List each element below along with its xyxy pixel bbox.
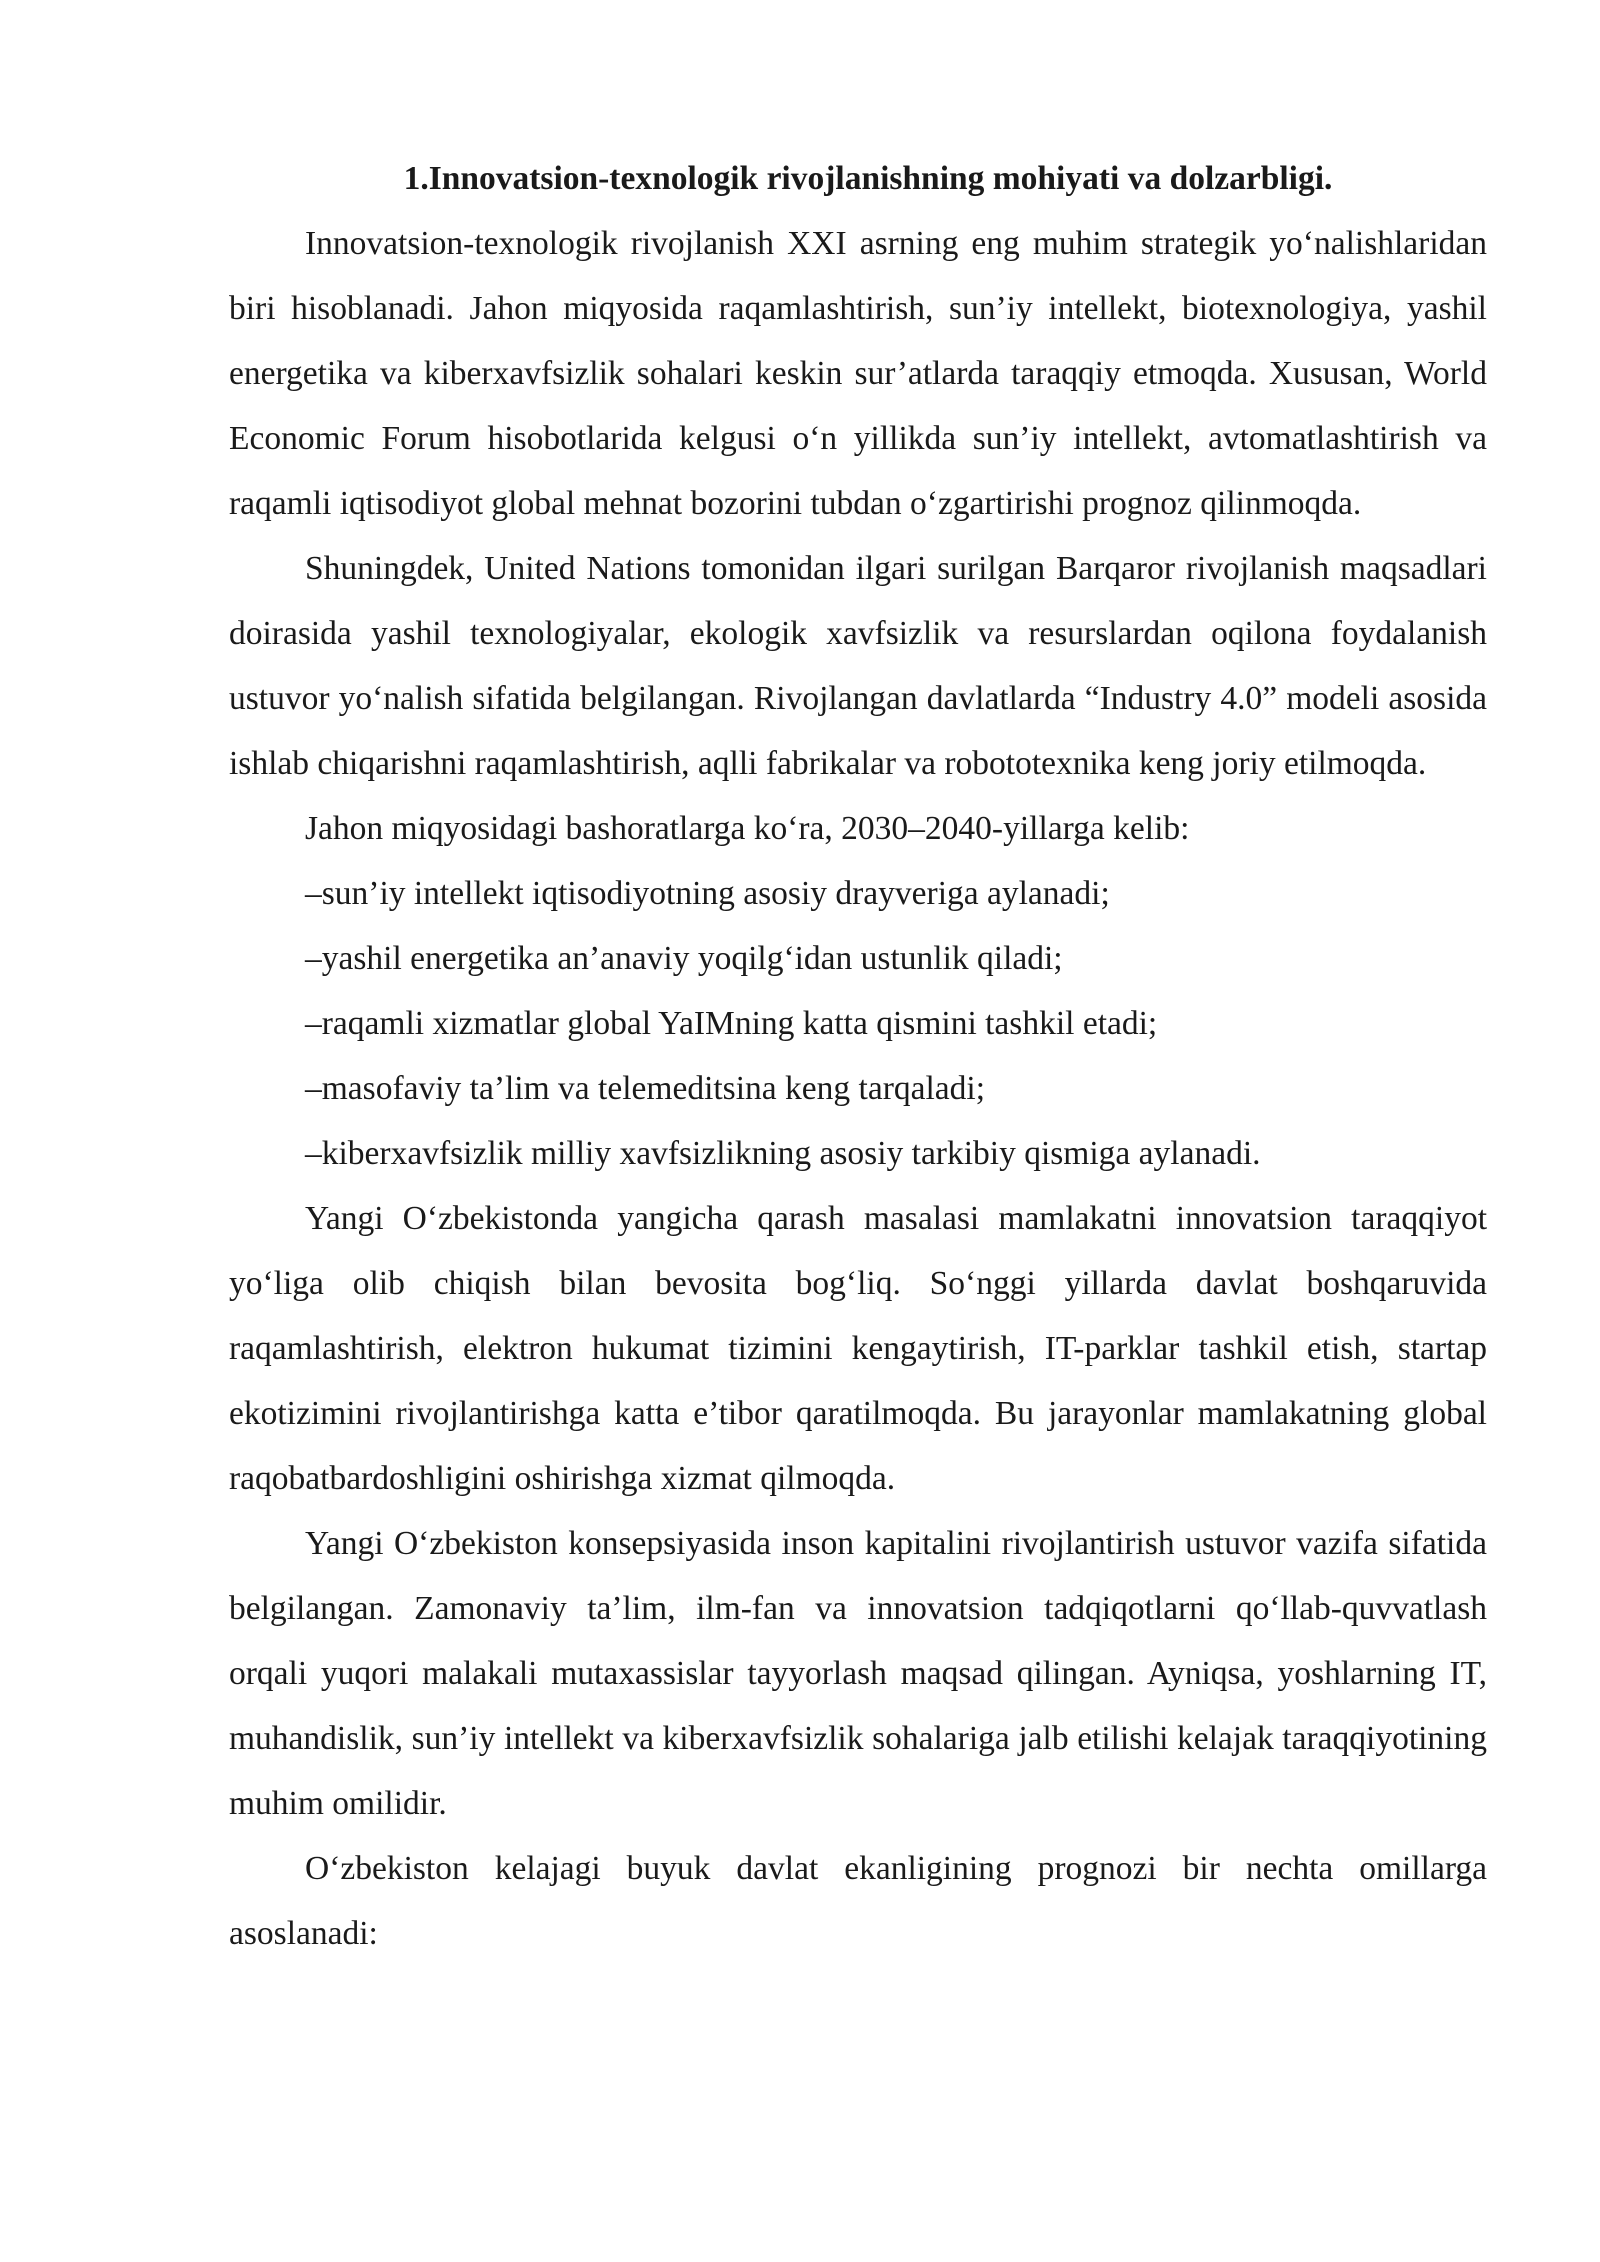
list-item: –kiberxavfsizlik milliy xavfsizlikning asosiy tarkibiy qismiga aylanadi. [305, 1135, 1261, 1172]
list-item: –yashil energetika an’anaviy yoqilg‘idan ustunlik qiladi; [305, 940, 1063, 977]
paragraph-forecast-lead: Jahon miqyosidagi bashoratlarga ko‘ra, 2030–2040-yillarga kelib: [305, 810, 1190, 847]
paragraph-human-capital: Yangi O‘zbekiston konsepsiyasida inson kapitalini rivojlantirish ustuvor vazifa sifatida belgilangan. Zamonaviy ta’lim, ilm-fan va innovatsion tadqiqotlarni qo‘llab-quvvatlash orqali yuqori malakali mutaxassislar tayyorlash maqsad qilingan. Ayniqsa, yoshlarning IT, muhandislik, sun’iy intellekt va kiberxavfsizlik sohalariga jalb etilishi kelajak taraqqiyotining muhim omilidir. [229, 1525, 1487, 1822]
forecast-list [229, 861, 1487, 1186]
paragraph-new-uzbekistan: Yangi O‘zbekistonda yangicha qarash masalasi mamlakatni innovatsion taraqqiyot yo‘liga olib chiqish bilan bevosita bog‘liq. So‘nggi yillarda davlat boshqaruvida raqamlashtirish, elektron hukumat tizimini kengaytirish, IT-parklar tashkil etish, startap ekotizimini rivojlantirishga katta e’tibor qaratilmoqda. Bu jarayonlar mamlakatning global raqobatbardoshligini oshirishga xizmat qilmoqda. [229, 1200, 1487, 1497]
section-heading: 1.Innovatsion-texnologik rivojlanishning mohiyati va dolzarbligi. [403, 160, 1333, 197]
document-body [229, 146, 1487, 1966]
paragraph-sdg: Shuningdek, United Nations tomonidan ilgari surilgan Barqaror rivojlanish maqsadlari doirasida yashil texnologiyalar, ekologik xavfsizlik va resurslardan oqilona foydalanish ustuvor yo‘nalish sifatida belgilangan. Rivojlangan davlatlarda “Industry 4.0” modeli asosida ishlab chiqarishni raqamlashtirish, aqlli fabrikalar va robototexnika keng joriy etilmoqda. [229, 550, 1487, 782]
list-item: –masofaviy ta’lim va telemeditsina keng tarqaladi; [305, 1070, 986, 1107]
list-item: –raqamli xizmatlar global YaIMning katta qismini tashkil etadi; [305, 1005, 1158, 1042]
paragraph-prognosis: O‘zbekiston kelajagi buyuk davlat ekanligining prognozi bir nechta omillarga asoslanadi: [229, 1850, 1487, 1952]
paragraph-intro: Innovatsion-texnologik rivojlanish XXI asrning eng muhim strategik yo‘nalishlaridan biri hisoblanadi. Jahon miqyosida raqamlashtirish, sun’iy intellekt, biotexnologiya, yashil energetika va kiberxavfsizlik sohalari keskin sur’atlarda taraqqiy etmoqda. Xususan, World Economic Forum hisobotlarida kelgusi o‘n yillikda sun’iy intellekt, avtomatlashtirish va raqamli iqtisodiyot global mehnat bozorini tubdan o‘zgartirishi prognoz qilinmoqda. [229, 225, 1487, 522]
list-item: –sun’iy intellekt iqtisodiyotning asosiy drayveriga aylanadi; [305, 875, 1110, 912]
